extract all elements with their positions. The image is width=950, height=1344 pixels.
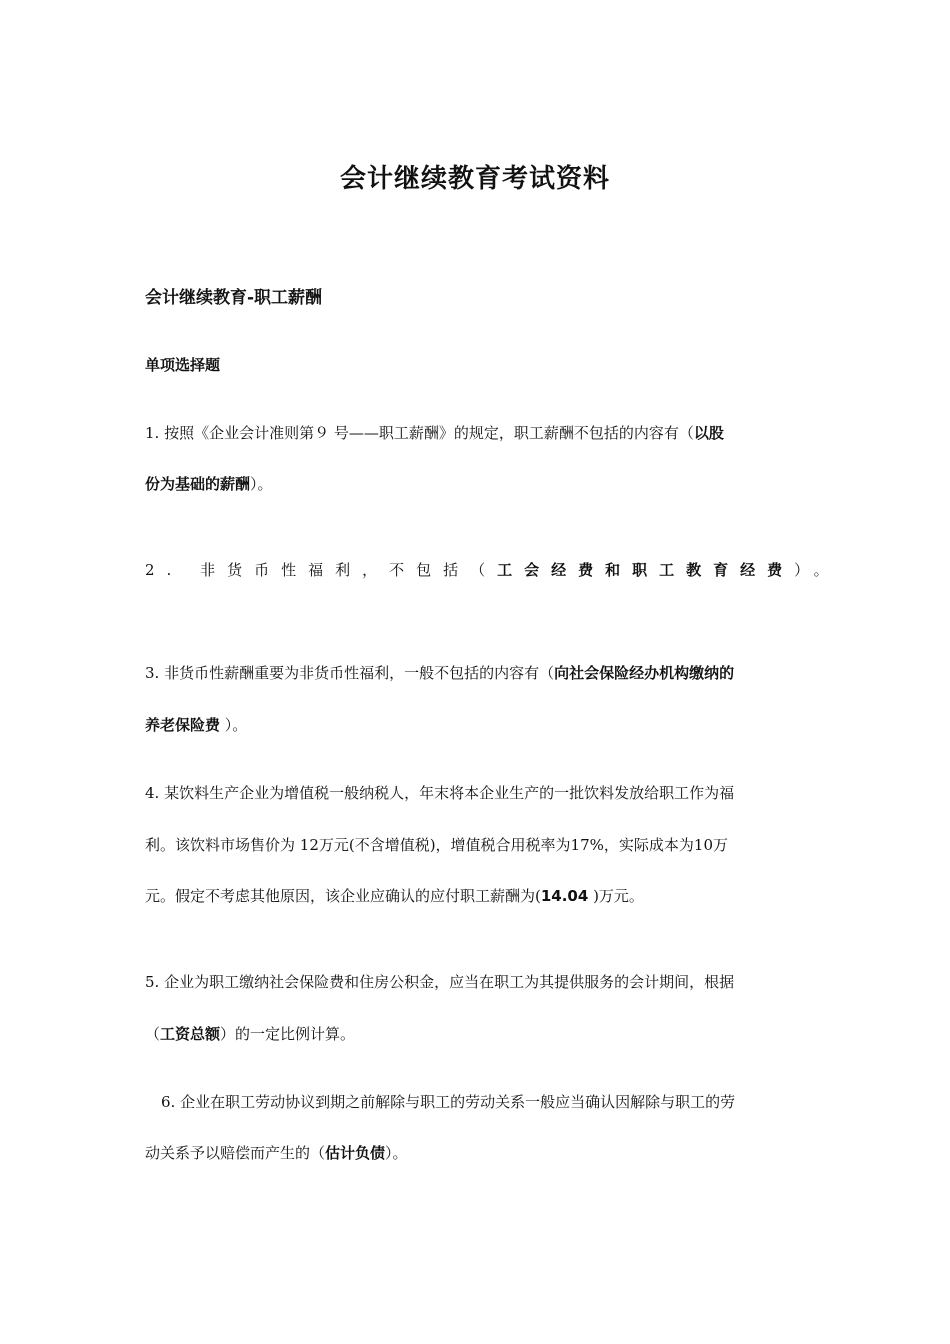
question-5-line-2	[145, 1023, 355, 1044]
question-4-text: 元。假定不考虑其他原因，该企业应确认的应付职工薪酬为(	[145, 887, 541, 905]
question-5-opening: （	[145, 1025, 161, 1043]
question-4-line-1: 4. 某饮料生产企业为增值税一般纳税人，年末将本企业生产的一批饮料发放给职工作为福	[145, 784, 735, 802]
question-5-line-1: 5. 企业为职工缴纳社会保险费和住房公积金，应当在职工为其提供服务的会计期间，根据	[145, 973, 735, 991]
question-2-closing: ）。	[794, 561, 841, 579]
question-6-line-1: 6. 企业在职工劳动协议到期之前解除与职工的劳动关系一般应当确认因解除与职工的劳	[161, 1093, 736, 1111]
question-4-line-2: 利。该饮料市场售价为 12万元(不含增值税)，增值税合用税率为17%，实际成本为10万	[145, 836, 728, 854]
question-2-answer: 工会经费和职工教育经费	[497, 561, 795, 579]
question-4-closing: )万元。	[588, 887, 644, 905]
question-1-answer-part-2: 份为基础的薪酬	[145, 475, 251, 493]
question-3-line-1	[145, 662, 734, 683]
question-2-line	[145, 559, 841, 580]
question-4-answer: 14.04	[540, 887, 589, 905]
question-6-closing: ）。	[385, 1144, 408, 1162]
question-5-answer: 工资总额	[160, 1025, 221, 1043]
question-1-line-2	[145, 473, 273, 494]
question-1-text: 1. 按照《企业会计准则第９ 号——职工薪酬》的规定，职工薪酬不包括的内容有（	[145, 424, 694, 442]
question-3-line-2	[145, 714, 247, 735]
question-6-line-2	[145, 1142, 408, 1163]
section-heading: 会计继续教育-职工薪酬	[145, 288, 323, 308]
question-2-text: 2. 非货币性福利，不包括（	[145, 561, 498, 579]
question-3-answer-part-1: 向社会保险经办机构缴纳的	[554, 664, 735, 682]
question-1-closing: ）。	[250, 475, 273, 493]
subsection-heading: 单项选择题	[145, 356, 221, 374]
question-3-answer-part-2: 养老保险费	[145, 716, 221, 734]
question-1-answer-part-1: 以股	[693, 424, 724, 442]
question-4-line-3	[145, 885, 644, 906]
question-5-closing: ）的一定比例计算。	[220, 1025, 356, 1043]
document-title: 会计继续教育考试资料	[339, 164, 610, 194]
question-3-closing: ）。	[220, 716, 248, 734]
question-6-text: 动关系予以赔偿而产生的（	[145, 1144, 326, 1162]
question-3-text: 3. 非货币性薪酬重要为非货币性福利，一般不包括的内容有（	[145, 664, 555, 682]
question-1-line-1	[145, 422, 724, 443]
question-6-answer: 估计负债	[325, 1144, 386, 1162]
